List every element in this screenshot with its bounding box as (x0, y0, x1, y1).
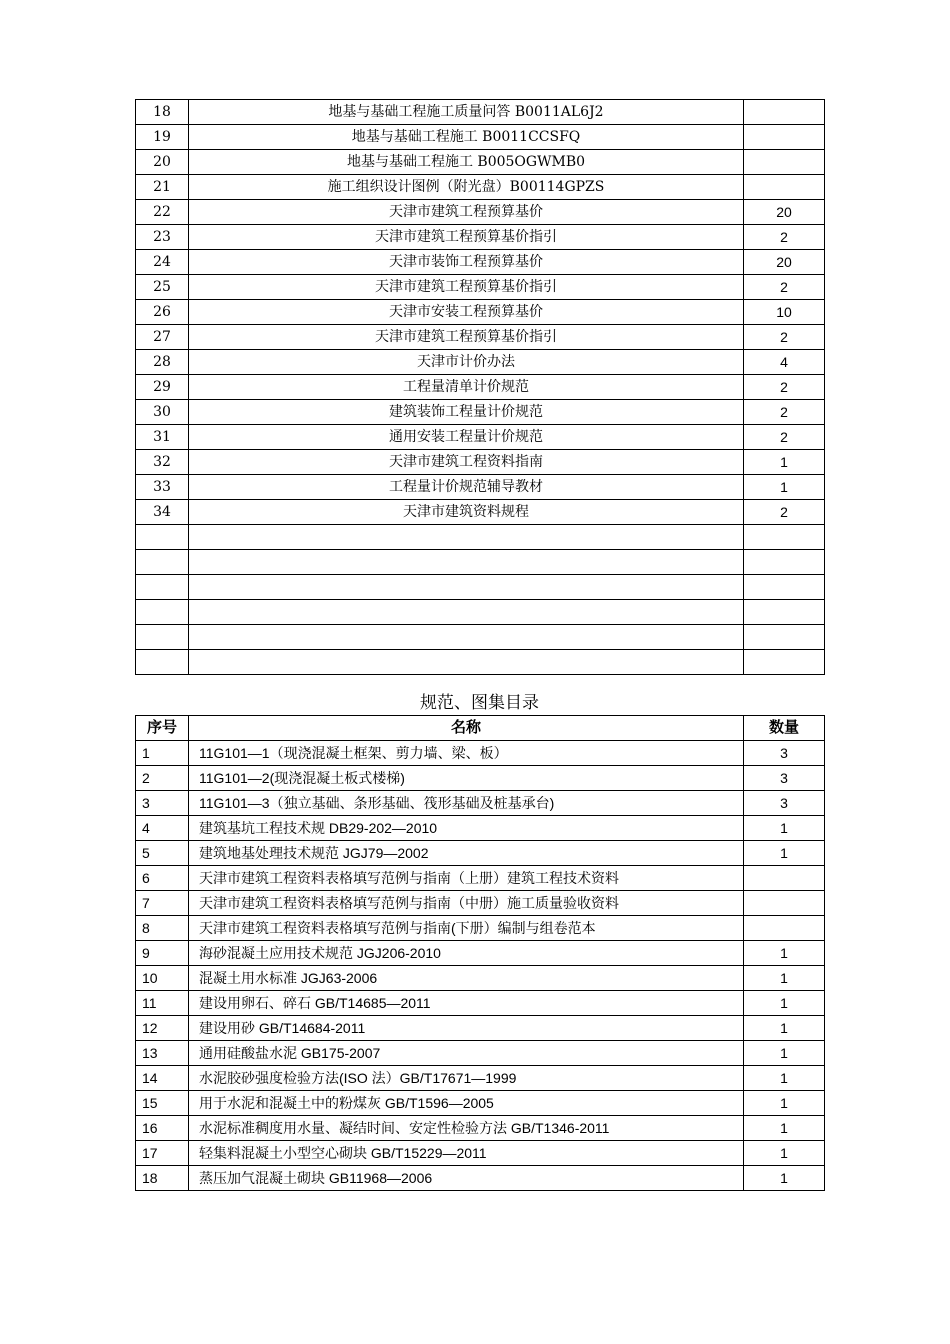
row-name: 通用安装工程量计价规范 (189, 425, 744, 450)
header-name: 名称 (189, 716, 744, 741)
table-row (136, 966, 825, 991)
table-row (136, 500, 825, 525)
table-row (136, 375, 825, 400)
row-name: 海砂混凝土应用技术规范 JGJ206-2010 (189, 941, 744, 966)
row-quantity: 2 (744, 425, 825, 450)
row-serial: 28 (136, 350, 189, 375)
row-serial: 27 (136, 325, 189, 350)
row-quantity (744, 525, 825, 550)
table-row (136, 400, 825, 425)
row-name (189, 650, 744, 675)
row-name: 建筑基坑工程技术规 DB29-202—2010 (189, 816, 744, 841)
table-row (136, 600, 825, 625)
row-serial: 13 (136, 1041, 189, 1066)
table-row (136, 916, 825, 941)
header-quantity: 数量 (744, 716, 825, 741)
row-name: 天津市建筑工程预算基价指引 (189, 325, 744, 350)
row-name: 轻集料混凝土小型空心砌块 GB/T15229—2011 (189, 1141, 744, 1166)
table-row (136, 1016, 825, 1041)
row-serial: 6 (136, 866, 189, 891)
row-quantity: 3 (744, 791, 825, 816)
row-serial (136, 550, 189, 575)
row-quantity: 1 (744, 991, 825, 1016)
table-row (136, 991, 825, 1016)
table-row (136, 741, 825, 766)
row-serial: 11 (136, 991, 189, 1016)
row-serial: 3 (136, 791, 189, 816)
row-name: 11G101—1（现浇混凝土框架、剪力墙、梁、板） (189, 741, 744, 766)
row-serial: 17 (136, 1141, 189, 1166)
row-quantity (744, 575, 825, 600)
row-quantity (744, 175, 825, 200)
row-serial: 9 (136, 941, 189, 966)
row-name: 建筑装饰工程量计价规范 (189, 400, 744, 425)
row-quantity: 2 (744, 400, 825, 425)
row-serial: 22 (136, 200, 189, 225)
row-quantity: 2 (744, 375, 825, 400)
table-row (136, 1066, 825, 1091)
row-name: 天津市装饰工程预算基价 (189, 250, 744, 275)
row-name: 天津市建筑工程预算基价 (189, 200, 744, 225)
row-quantity: 1 (744, 841, 825, 866)
table-row (136, 550, 825, 575)
table-row (136, 791, 825, 816)
row-quantity: 2 (744, 325, 825, 350)
table-row (136, 275, 825, 300)
row-quantity (744, 650, 825, 675)
row-name: 蒸压加气混凝土砌块 GB11968—2006 (189, 1166, 744, 1191)
standards-list-table (135, 715, 825, 1191)
row-quantity: 3 (744, 766, 825, 791)
row-quantity: 1 (744, 450, 825, 475)
row-quantity: 1 (744, 1091, 825, 1116)
row-serial: 14 (136, 1066, 189, 1091)
row-quantity: 1 (744, 941, 825, 966)
table-row (136, 866, 825, 891)
row-quantity: 1 (744, 475, 825, 500)
table-row (136, 766, 825, 791)
row-name: 建筑地基处理技术规范 JGJ79—2002 (189, 841, 744, 866)
row-name: 天津市建筑工程预算基价指引 (189, 225, 744, 250)
row-serial: 25 (136, 275, 189, 300)
row-quantity: 10 (744, 300, 825, 325)
table-row (136, 650, 825, 675)
row-quantity: 1 (744, 966, 825, 991)
table-row (136, 1091, 825, 1116)
row-serial: 4 (136, 816, 189, 841)
table-row (136, 425, 825, 450)
row-quantity: 2 (744, 225, 825, 250)
table-row (136, 175, 825, 200)
row-serial (136, 575, 189, 600)
table-row (136, 1116, 825, 1141)
row-name: 天津市建筑资料规程 (189, 500, 744, 525)
table-row (136, 625, 825, 650)
row-serial: 24 (136, 250, 189, 275)
row-serial: 15 (136, 1091, 189, 1116)
row-quantity: 2 (744, 500, 825, 525)
row-serial: 32 (136, 450, 189, 475)
row-quantity (744, 891, 825, 916)
row-serial: 21 (136, 175, 189, 200)
row-serial: 7 (136, 891, 189, 916)
row-quantity (744, 600, 825, 625)
table-row (136, 450, 825, 475)
table-row (136, 200, 825, 225)
row-serial: 5 (136, 841, 189, 866)
row-serial: 34 (136, 500, 189, 525)
row-quantity: 2 (744, 275, 825, 300)
row-quantity: 4 (744, 350, 825, 375)
header-serial: 序号 (136, 716, 189, 741)
row-quantity (744, 125, 825, 150)
row-name: 施工组织设计图例（附光盘）B00114GPZS (189, 175, 744, 200)
row-serial: 18 (136, 1166, 189, 1191)
row-quantity: 1 (744, 816, 825, 841)
table-row (136, 250, 825, 275)
row-name (189, 550, 744, 575)
row-serial (136, 625, 189, 650)
row-serial: 8 (136, 916, 189, 941)
row-serial: 12 (136, 1016, 189, 1041)
table-row (136, 1041, 825, 1066)
row-serial: 33 (136, 475, 189, 500)
table-row (136, 575, 825, 600)
table-row (136, 841, 825, 866)
table-row (136, 891, 825, 916)
row-name: 水泥标准稠度用水量、凝结时间、安定性检验方法 GB/T1346-2011 (189, 1116, 744, 1141)
row-name (189, 525, 744, 550)
row-quantity: 1 (744, 1116, 825, 1141)
row-quantity: 1 (744, 1066, 825, 1091)
row-serial: 10 (136, 966, 189, 991)
row-name: 地基与基础工程施工质量问答 B0011AL6J2 (189, 100, 744, 125)
table-row (136, 525, 825, 550)
row-quantity: 1 (744, 1141, 825, 1166)
table-row (136, 150, 825, 175)
book-list-table (135, 99, 825, 675)
row-quantity: 20 (744, 200, 825, 225)
header-row (136, 716, 825, 741)
row-name: 11G101—2(现浇混凝土板式楼梯) (189, 766, 744, 791)
row-name: 地基与基础工程施工 B0011CCSFQ (189, 125, 744, 150)
row-serial: 2 (136, 766, 189, 791)
row-serial (136, 525, 189, 550)
row-serial: 20 (136, 150, 189, 175)
row-quantity: 20 (744, 250, 825, 275)
row-name: 天津市安装工程预算基价 (189, 300, 744, 325)
row-name: 用于水泥和混凝土中的粉煤灰 GB/T1596—2005 (189, 1091, 744, 1116)
row-quantity (744, 866, 825, 891)
row-name: 建设用砂 GB/T14684-2011 (189, 1016, 744, 1041)
row-quantity (744, 550, 825, 575)
book-list-body (136, 100, 825, 675)
table-row (136, 100, 825, 125)
row-name: 混凝土用水标准 JGJ63-2006 (189, 966, 744, 991)
row-quantity: 1 (744, 1041, 825, 1066)
table-row (136, 1141, 825, 1166)
row-name: 工程量清单计价规范 (189, 375, 744, 400)
table-row (136, 475, 825, 500)
row-name (189, 575, 744, 600)
row-name: 天津市建筑工程资料指南 (189, 450, 744, 475)
table-row (136, 125, 825, 150)
row-name: 通用硅酸盐水泥 GB175-2007 (189, 1041, 744, 1066)
table-row (136, 300, 825, 325)
row-serial: 29 (136, 375, 189, 400)
row-quantity: 3 (744, 741, 825, 766)
row-name: 天津市建筑工程资料表格填写范例与指南（上册）建筑工程技术资料 (189, 866, 744, 891)
row-quantity: 1 (744, 1166, 825, 1191)
row-name: 天津市建筑工程预算基价指引 (189, 275, 744, 300)
row-name: 建设用卵石、碎石 GB/T14685—2011 (189, 991, 744, 1016)
table-row (136, 1166, 825, 1191)
row-serial: 31 (136, 425, 189, 450)
row-serial: 23 (136, 225, 189, 250)
row-serial (136, 650, 189, 675)
section-title: 规范、图集目录 (420, 693, 539, 713)
table-row (136, 350, 825, 375)
row-serial: 1 (136, 741, 189, 766)
row-quantity: 1 (744, 1016, 825, 1041)
row-serial: 19 (136, 125, 189, 150)
row-serial: 30 (136, 400, 189, 425)
table-row (136, 941, 825, 966)
row-name: 天津市计价办法 (189, 350, 744, 375)
row-serial (136, 600, 189, 625)
row-quantity (744, 916, 825, 941)
row-serial: 18 (136, 100, 189, 125)
table-row (136, 225, 825, 250)
row-name (189, 600, 744, 625)
row-name: 天津市建筑工程资料表格填写范例与指南（中册）施工质量验收资料 (189, 891, 744, 916)
row-name: 11G101—3（独立基础、条形基础、筏形基础及桩基承台) (189, 791, 744, 816)
row-serial: 26 (136, 300, 189, 325)
row-quantity (744, 150, 825, 175)
table-row (136, 325, 825, 350)
standards-list-body (136, 741, 825, 1191)
row-name: 天津市建筑工程资料表格填写范例与指南(下册）编制与组卷范本 (189, 916, 744, 941)
table-row (136, 816, 825, 841)
row-name: 水泥胶砂强度检验方法(ISO 法）GB/T17671—1999 (189, 1066, 744, 1091)
row-quantity (744, 625, 825, 650)
row-serial: 16 (136, 1116, 189, 1141)
row-quantity (744, 100, 825, 125)
row-name: 工程量计价规范辅导教材 (189, 475, 744, 500)
row-name: 地基与基础工程施工 B005OGWMB0 (189, 150, 744, 175)
row-name (189, 625, 744, 650)
